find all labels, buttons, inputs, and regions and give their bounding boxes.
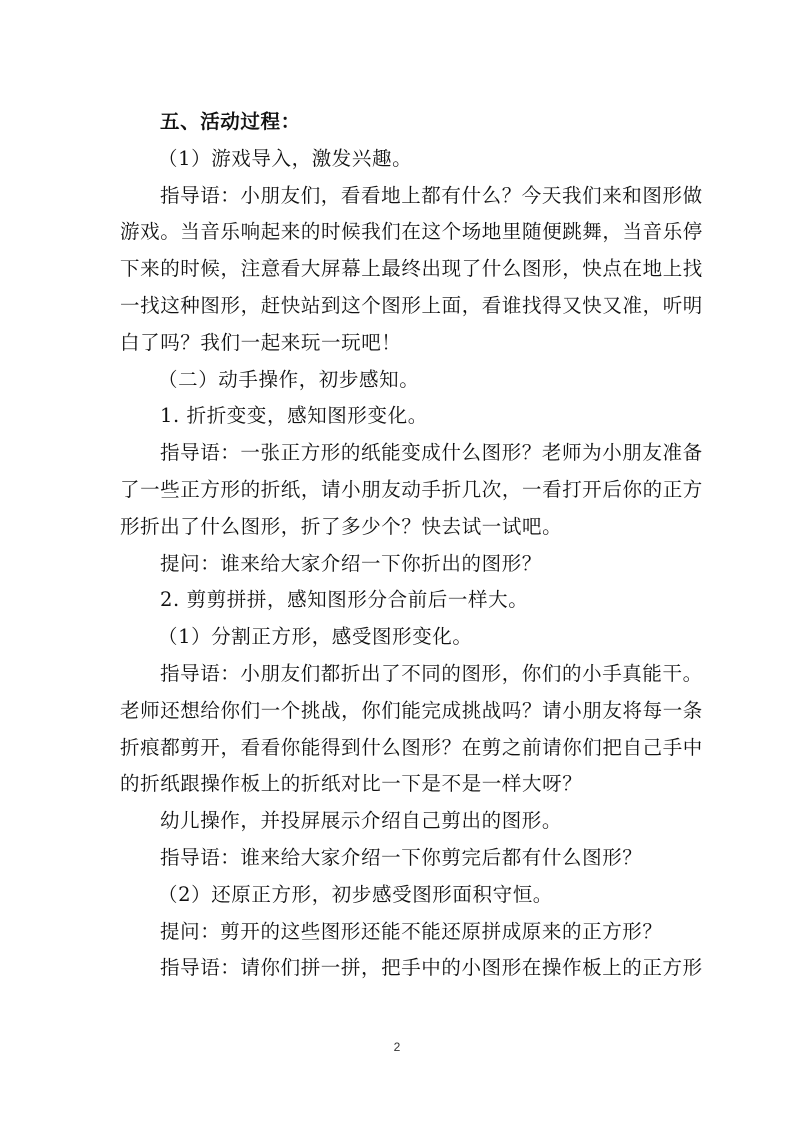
paragraph-line: 2. 剪剪拼拼，感知图形分合前后一样大。 <box>160 588 529 612</box>
paragraph-line: 下来的时候，注意看大屏幕上最终出现了什么图形，快点在地上找 <box>120 257 703 281</box>
paragraph-line: 指导语：谁来给大家介绍一下你剪完后都有什么图形？ <box>160 845 643 869</box>
paragraph-line: 1. 折折变变，感知图形变化。 <box>160 404 428 428</box>
paragraph-line: 提问：剪开的这些图形还能不能还原拼成原来的正方形？ <box>160 919 663 943</box>
paragraph-line: 折痕都剪开，看看你能得到什么图形？在剪之前请你们把自己手中 <box>120 735 703 759</box>
paragraph-line: 白了吗？我们一起来玩一玩吧！ <box>120 330 402 354</box>
paragraph-line: 游戏。当音乐响起来的时候我们在这个场地里随便跳舞，当音乐停 <box>120 220 703 244</box>
paragraph-line: 指导语：一张正方形的纸能变成什么图形？老师为小朋友准备 <box>160 441 703 465</box>
paragraph-line: 幼儿操作，并投屏展示介绍自己剪出的图形。 <box>160 809 563 833</box>
paragraph-line: 的折纸跟操作板上的折纸对比一下是不是一样大呀？ <box>120 772 583 796</box>
paragraph-line: 指导语：请你们拼一拼，把手中的小图形在操作板上的正方形 <box>160 956 703 980</box>
section-heading: 五、活动过程： <box>160 110 301 133</box>
paragraph-line: 指导语：小朋友们都折出了不同的图形，你们的小手真能干。 <box>160 661 703 685</box>
paragraph-line: 了一些正方形的折纸，请小朋友动手折几次，一看打开后你的正方 <box>120 477 703 501</box>
paragraph-line: 一找这种图形，赶快站到这个图形上面，看谁找得又快又准，听明 <box>120 293 703 317</box>
paragraph-line: 形折出了什么图形，折了多少个？快去试一试吧。 <box>120 514 563 538</box>
paragraph-line: （1）分割正方形，感受图形变化。 <box>158 625 473 649</box>
page-number: 2 <box>393 1040 401 1054</box>
subsection-heading: （二）动手操作，初步感知。 <box>158 367 420 391</box>
document-body <box>120 104 703 987</box>
paragraph-line: 提问：谁来给大家介绍一下你折出的图形？ <box>160 551 542 575</box>
paragraph-line: （2）还原正方形，初步感受图形面积守恒。 <box>158 882 553 906</box>
paragraph-line: 老师还想给你们一个挑战，你们能完成挑战吗？请小朋友将每一条 <box>120 698 703 722</box>
paragraph-line: （1）游戏导入，激发兴趣。 <box>158 146 413 170</box>
paragraph-line: 指导语：小朋友们，看看地上都有什么？今天我们来和图形做 <box>160 183 703 207</box>
